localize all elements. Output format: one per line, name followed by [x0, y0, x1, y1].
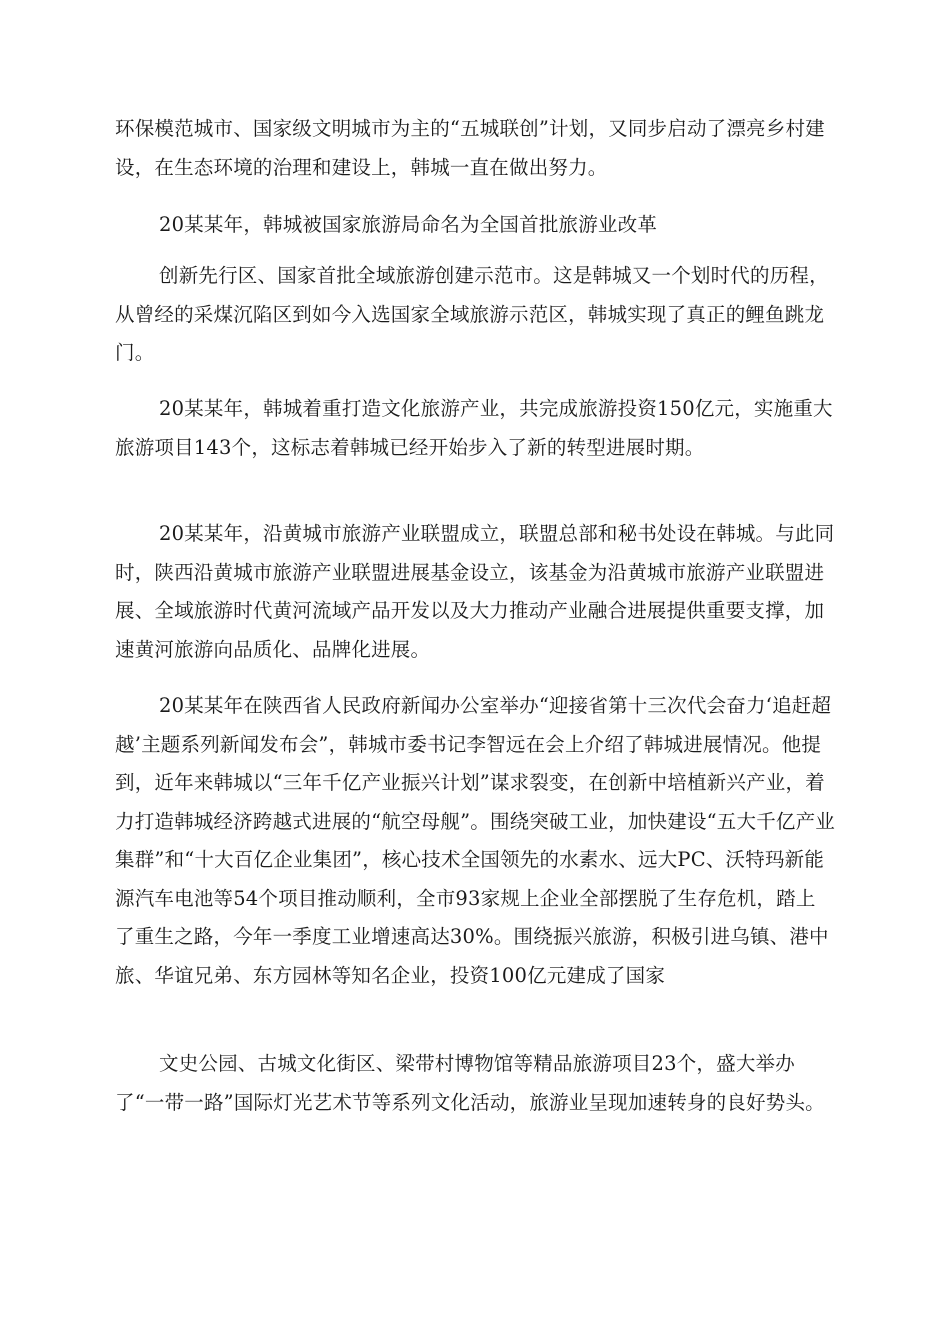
paragraph-1: 环保模范城市、国家级文明城市为主的“五城联创”计划，又同步启动了漂亮乡村建设，在生态环境的治理和建设上，韩城一直在做出努力。 — [115, 117, 825, 179]
paragraph-2: 20某某年，韩城被国家旅游局命名为全国首批旅游业改革 — [159, 213, 658, 236]
paragraph-7: 文史公园、古城文化街区、梁带村博物馆等精品旅游项目23个，盛大举办了“一带一路”国际灯光艺术节等系列文化活动，旅游业呈现加速转身的良好势头。 — [115, 1052, 825, 1114]
paragraph-5: 20某某年，沿黄城市旅游产业联盟成立，联盟总部和秘书处设在韩城。与此同时，陕西沿黄城市旅游产业联盟进展基金设立，该基金为沿黄城市旅游产业联盟进展、全域旅游时代黄河流域产品开发以及大力推动产业融合进展提供重要支撑，加速黄河旅游向品质化、品牌化进展。 — [115, 522, 835, 661]
paragraph-4: 20某某年，韩城着重打造文化旅游产业，共完成旅游投资150亿元，实施重大旅游项目143个，这标志着韩城已经开始步入了新的转型进展时期。 — [115, 397, 833, 459]
paragraph-3: 创新先行区、国家首批全域旅游创建示范市。这是韩城又一个划时代的历程，从曾经的采煤沉陷区到如今入选国家全域旅游示范区，韩城实现了真正的鲤鱼跳龙门。 — [115, 264, 829, 364]
paragraph-6: 20某某年在陕西省人民政府新闻办公室举办“迎接省第十三次代会奋力‘追赶超越’主题系列新闻发布会”，韩城市委书记李智远在会上介绍了韩城进展情况。他提到，近年来韩城以“三年千亿产业振兴计划”谋求裂变，在创新中培植新兴产业，着力打造韩城经济跨越式进展的“航空母舰”。围绕突破工业，加快建设“五大千亿产业集群”和“十大百亿企业集团”，核心技术全国领先的水素水、远大PC、沃特玛新能源汽车电池等54个项目推动顺利，全市93家规上企业全部摆脱了生存危机，踏上了重生之路，今年一季度工业增速高达30%。围绕振兴旅游，积极引进乌镇、港中旅、华谊兄弟、东方园林等知名企业，投资100亿元建成了国家 — [115, 694, 836, 987]
